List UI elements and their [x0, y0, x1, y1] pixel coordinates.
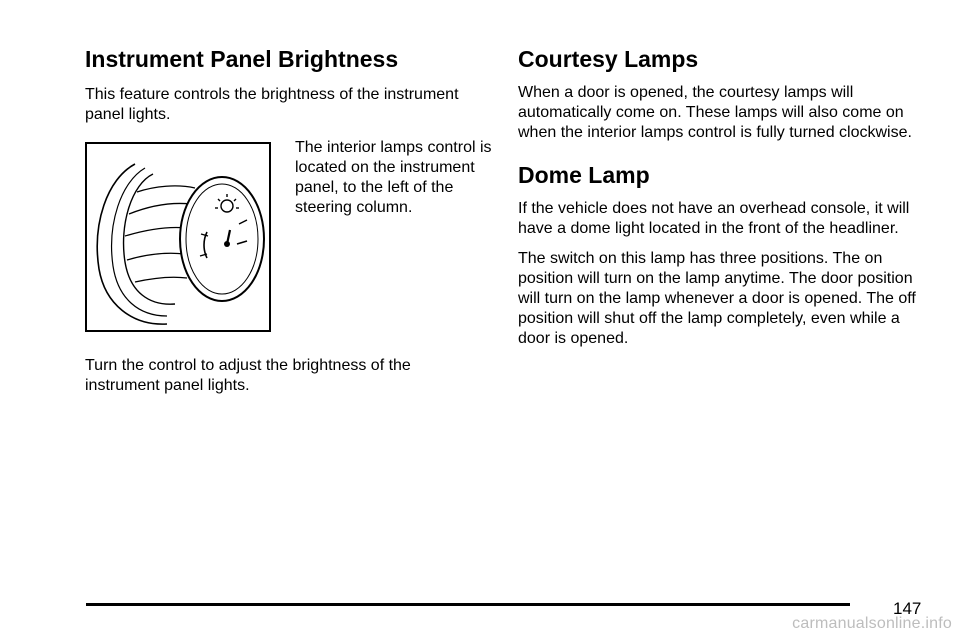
page-number: 147: [893, 599, 922, 618]
courtesy-paragraph: When a door is opened, the courtesy lamps will automatically come on. These lamps will also come on when the interior lamps control is fully turned clockwise.: [518, 84, 912, 141]
left-column: [85, 45, 492, 396]
intro-paragraph: This feature controls the brightness of the instrument panel lights.: [85, 86, 459, 123]
brightness-knob-illustration-icon: [87, 144, 269, 330]
heading-instrument-panel-brightness: Instrument Panel Brightness: [85, 46, 399, 72]
brightness-knob-figure: [85, 142, 271, 332]
right-column: [518, 45, 928, 349]
footer-rule: [86, 603, 850, 606]
adjust-paragraph: Turn the control to adjust the brightness of the instrument panel lights.: [85, 357, 411, 394]
heading-courtesy-lamps: Courtesy Lamps: [518, 46, 699, 72]
dome-paragraph-2: The switch on this lamp has three positions. The on position will turn on the lamp anytime. The door position will turn on the lamp whenever a door is opened. The off position will shut off the lamp completely, even while a door is opened.: [518, 250, 916, 347]
heading-dome-lamp: Dome Lamp: [518, 162, 650, 188]
watermark: carmanualsonline.info: [792, 615, 952, 632]
dome-paragraph-1: If the vehicle does not have an overhead console, it will have a dome light located in the front of the headliner.: [518, 200, 910, 237]
figure-block: [85, 139, 492, 334]
location-paragraph: The interior lamps control is located on the instrument panel, to the left of the steering column.: [295, 139, 492, 216]
